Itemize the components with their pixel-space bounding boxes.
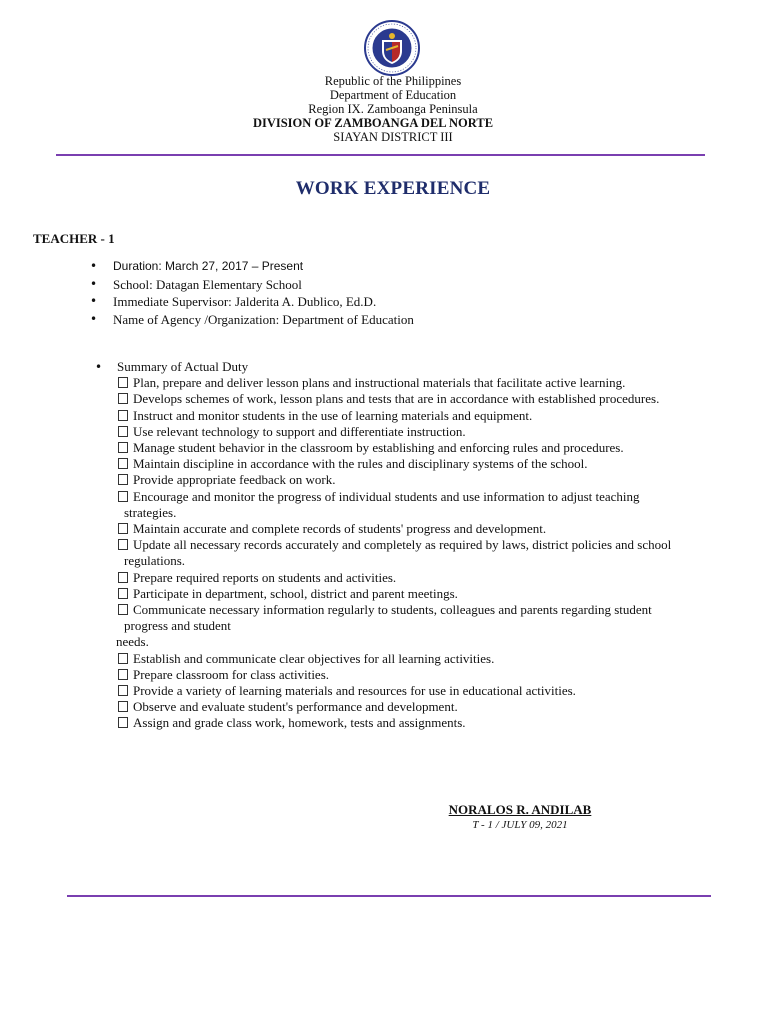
signatory-name: NORALOS R. ANDILAB — [448, 802, 592, 817]
checkbox-icon — [118, 458, 128, 469]
duty-item — [95, 699, 765, 715]
header-line-republic: Republic of the Philippines — [324, 74, 462, 88]
duty-text: Provide a variety of learning materials and resources for use in educational activities. — [133, 683, 576, 699]
duty-item — [95, 651, 765, 667]
duty-text: Prepare required reports on students and activities. — [133, 569, 397, 585]
signatory-position-date: T - 1 / JULY 09, 2021 — [472, 819, 568, 831]
info-agency: • Name of Agency /Organization: Department of Education — [90, 311, 414, 329]
checkbox-icon — [118, 539, 128, 550]
duty-text: Prepare classroom for class activities. — [133, 666, 330, 682]
duty-text: Communicate necessary information regularly to students, colleagues and parents regarding student — [133, 602, 652, 618]
duty-text: Use relevant technology to support and differentiate instruction. — [133, 423, 466, 439]
duty-summary — [95, 359, 765, 732]
duty-item — [95, 489, 765, 521]
bottom-divider — [67, 895, 711, 897]
duty-text: Update all necessary records accurately and completely as required by laws, district policies and school — [133, 537, 672, 553]
checkbox-icon — [118, 685, 128, 696]
duty-item — [95, 456, 765, 472]
duty-item — [95, 537, 765, 569]
checkbox-icon — [118, 442, 128, 453]
checkbox-icon — [118, 377, 128, 388]
duty-text-continuation: strategies. — [124, 504, 177, 520]
duty-text: Provide appropriate feedback on work. — [133, 472, 336, 488]
duty-text: Maintain accurate and complete records of students' progress and development. — [133, 521, 547, 537]
checkbox-icon — [118, 604, 128, 615]
duty-list — [95, 375, 765, 731]
top-divider — [56, 154, 705, 156]
duty-item — [95, 472, 765, 488]
duty-text: Encourage and monitor the progress of individual students and use information to adjust teaching — [133, 488, 640, 504]
duty-item — [95, 683, 765, 699]
deped-seal-icon — [364, 20, 420, 76]
duty-item — [95, 391, 765, 407]
header-district: SIAYAN DISTRICT III — [333, 130, 453, 144]
duty-text-continuation: needs. — [116, 634, 149, 650]
checkbox-icon — [118, 474, 128, 485]
duty-text: Observe and evaluate student's performance and development. — [133, 699, 458, 715]
duty-text-continuation: progress and student — [124, 618, 231, 634]
checkbox-icon — [118, 572, 128, 583]
duty-item — [95, 440, 765, 456]
duty-item — [95, 375, 765, 391]
checkbox-icon — [118, 491, 128, 502]
info-list — [90, 258, 414, 328]
checkbox-icon — [118, 588, 128, 599]
header-line-department: Department of Education — [329, 88, 457, 102]
summary-heading: • Summary of Actual Duty — [95, 359, 765, 375]
duty-text: Participate in department, school, district and parent meetings. — [133, 585, 458, 601]
checkbox-icon — [118, 669, 128, 680]
letterhead — [0, 74, 768, 144]
duty-text: Maintain discipline in accordance with the rules and disciplinary systems of the school. — [133, 456, 588, 472]
checkbox-icon — [118, 653, 128, 664]
checkbox-icon — [118, 393, 128, 404]
signature-block — [380, 802, 660, 831]
duty-item — [95, 667, 765, 683]
duty-item — [95, 408, 765, 424]
checkbox-icon — [118, 701, 128, 712]
duty-item — [95, 521, 765, 537]
header-division: DIVISION OF ZAMBOANGA DEL NORTE — [252, 116, 494, 130]
page-title: WORK EXPERIENCE — [295, 178, 491, 199]
duty-text: Establish and communicate clear objectives for all learning activities. — [133, 650, 495, 666]
duty-item — [95, 715, 765, 731]
duty-item — [95, 586, 765, 602]
duty-item — [95, 424, 765, 440]
duty-text: Develops schemes of work, lesson plans and tests that are in accordance with established procedures. — [133, 391, 660, 407]
checkbox-icon — [118, 410, 128, 421]
duty-text: Instruct and monitor students in the use of learning materials and equipment. — [133, 407, 533, 423]
duty-item — [95, 570, 765, 586]
info-school: • School: Datagan Elementary School — [90, 276, 414, 294]
duty-text-continuation: regulations. — [124, 553, 186, 569]
info-supervisor: • Immediate Supervisor: Jalderita A. Dublico, Ed.D. — [90, 293, 414, 311]
role-heading: TEACHER - 1 — [33, 231, 115, 246]
info-duration: • Duration: March 27, 2017 – Present — [90, 258, 414, 276]
checkbox-icon — [118, 426, 128, 437]
checkbox-icon — [118, 523, 128, 534]
checkbox-icon — [118, 717, 128, 728]
duty-text: Plan, prepare and deliver lesson plans and instructional materials that facilitate active learning. — [133, 375, 626, 391]
duty-item — [95, 602, 765, 651]
duty-text: Manage student behavior in the classroom by establishing and enforcing rules and procedures. — [133, 440, 624, 456]
duty-text: Assign and grade class work, homework, tests and assignments. — [133, 715, 466, 731]
header-line-region: Region IX. Zamboanga Peninsula — [308, 102, 478, 116]
